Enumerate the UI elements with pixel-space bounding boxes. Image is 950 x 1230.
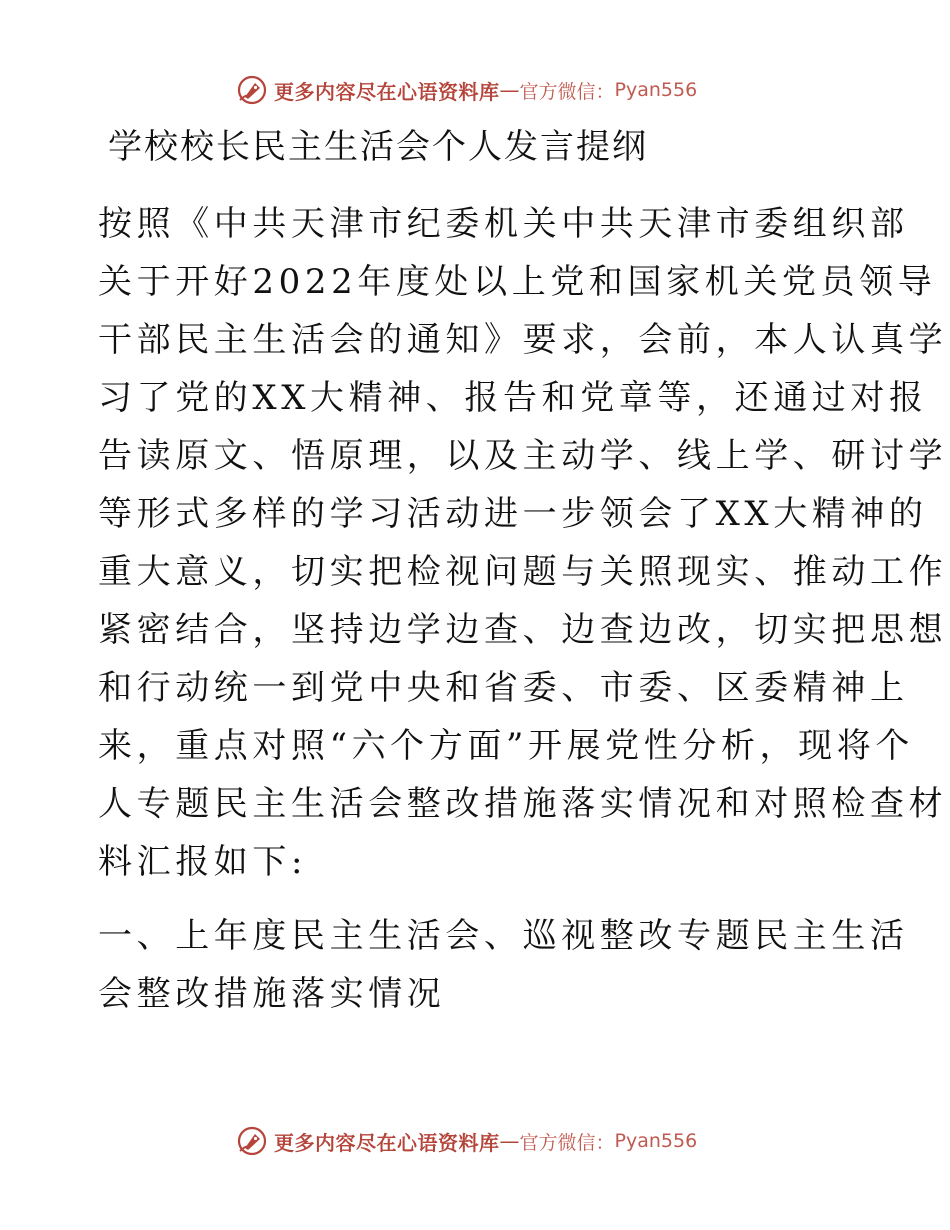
pen-nib-logo-icon <box>236 74 268 106</box>
section-heading-line: 会整改措施落实情况 <box>98 974 446 1014</box>
paragraph-line: 关于开好2022年度处以上党和国家机关党员领导 <box>98 262 937 302</box>
paragraph-line: 人专题民主生活会整改措施落实情况和对照检查材 <box>98 784 948 824</box>
watermark-dash: — <box>499 78 520 102</box>
paragraph-line: 等形式多样的学习活动进一步领会了XX大精神的 <box>98 494 928 534</box>
watermark-wechat-label: 官方微信： <box>519 80 615 103</box>
paragraph-line: 干部民主生活会的通知》要求，会前，本人认真学 <box>98 320 948 360</box>
watermark-footer <box>236 1124 697 1158</box>
paragraph-line: 紧密结合，坚持边学边查、边查边改，切实把思想 <box>98 610 948 650</box>
watermark-wechat-label: 官方微信： <box>519 1131 615 1154</box>
paragraph-line: 来，重点对照“六个方面”开展党性分析，现将个 <box>98 726 914 766</box>
watermark-main-text: 更多内容尽在心语资料库 <box>274 1130 500 1155</box>
paragraph-line: 告读原文、悟原理，以及主动学、线上学、研讨学 <box>98 436 948 476</box>
watermark-main-text: 更多内容尽在心语资料库 <box>274 79 500 104</box>
section-heading-line: 一、上年度民主生活会、巡视整改专题民主生活 <box>98 916 909 956</box>
paragraph-line: 习了党的XX大精神、报告和党章等，还通过对报 <box>98 378 928 418</box>
paragraph-line: 按照《中共天津市纪委机关中共天津市委组织部 <box>98 204 909 244</box>
document-title: 学校校长民主生活会个人发言提纲 <box>108 127 648 167</box>
watermark-header <box>236 73 697 107</box>
paragraph-line: 料汇报如下: <box>98 842 308 882</box>
watermark-dash: — <box>499 1129 520 1153</box>
pen-nib-logo-icon <box>236 1125 268 1157</box>
watermark-wechat-id: Pyan556 <box>614 79 698 101</box>
paragraph-line: 和行动统一到党中央和省委、市委、区委精神上 <box>98 668 909 708</box>
paragraph-line: 重大意义，切实把检视问题与关照现实、推动工作 <box>98 552 948 592</box>
watermark-wechat-id: Pyan556 <box>614 1130 698 1152</box>
